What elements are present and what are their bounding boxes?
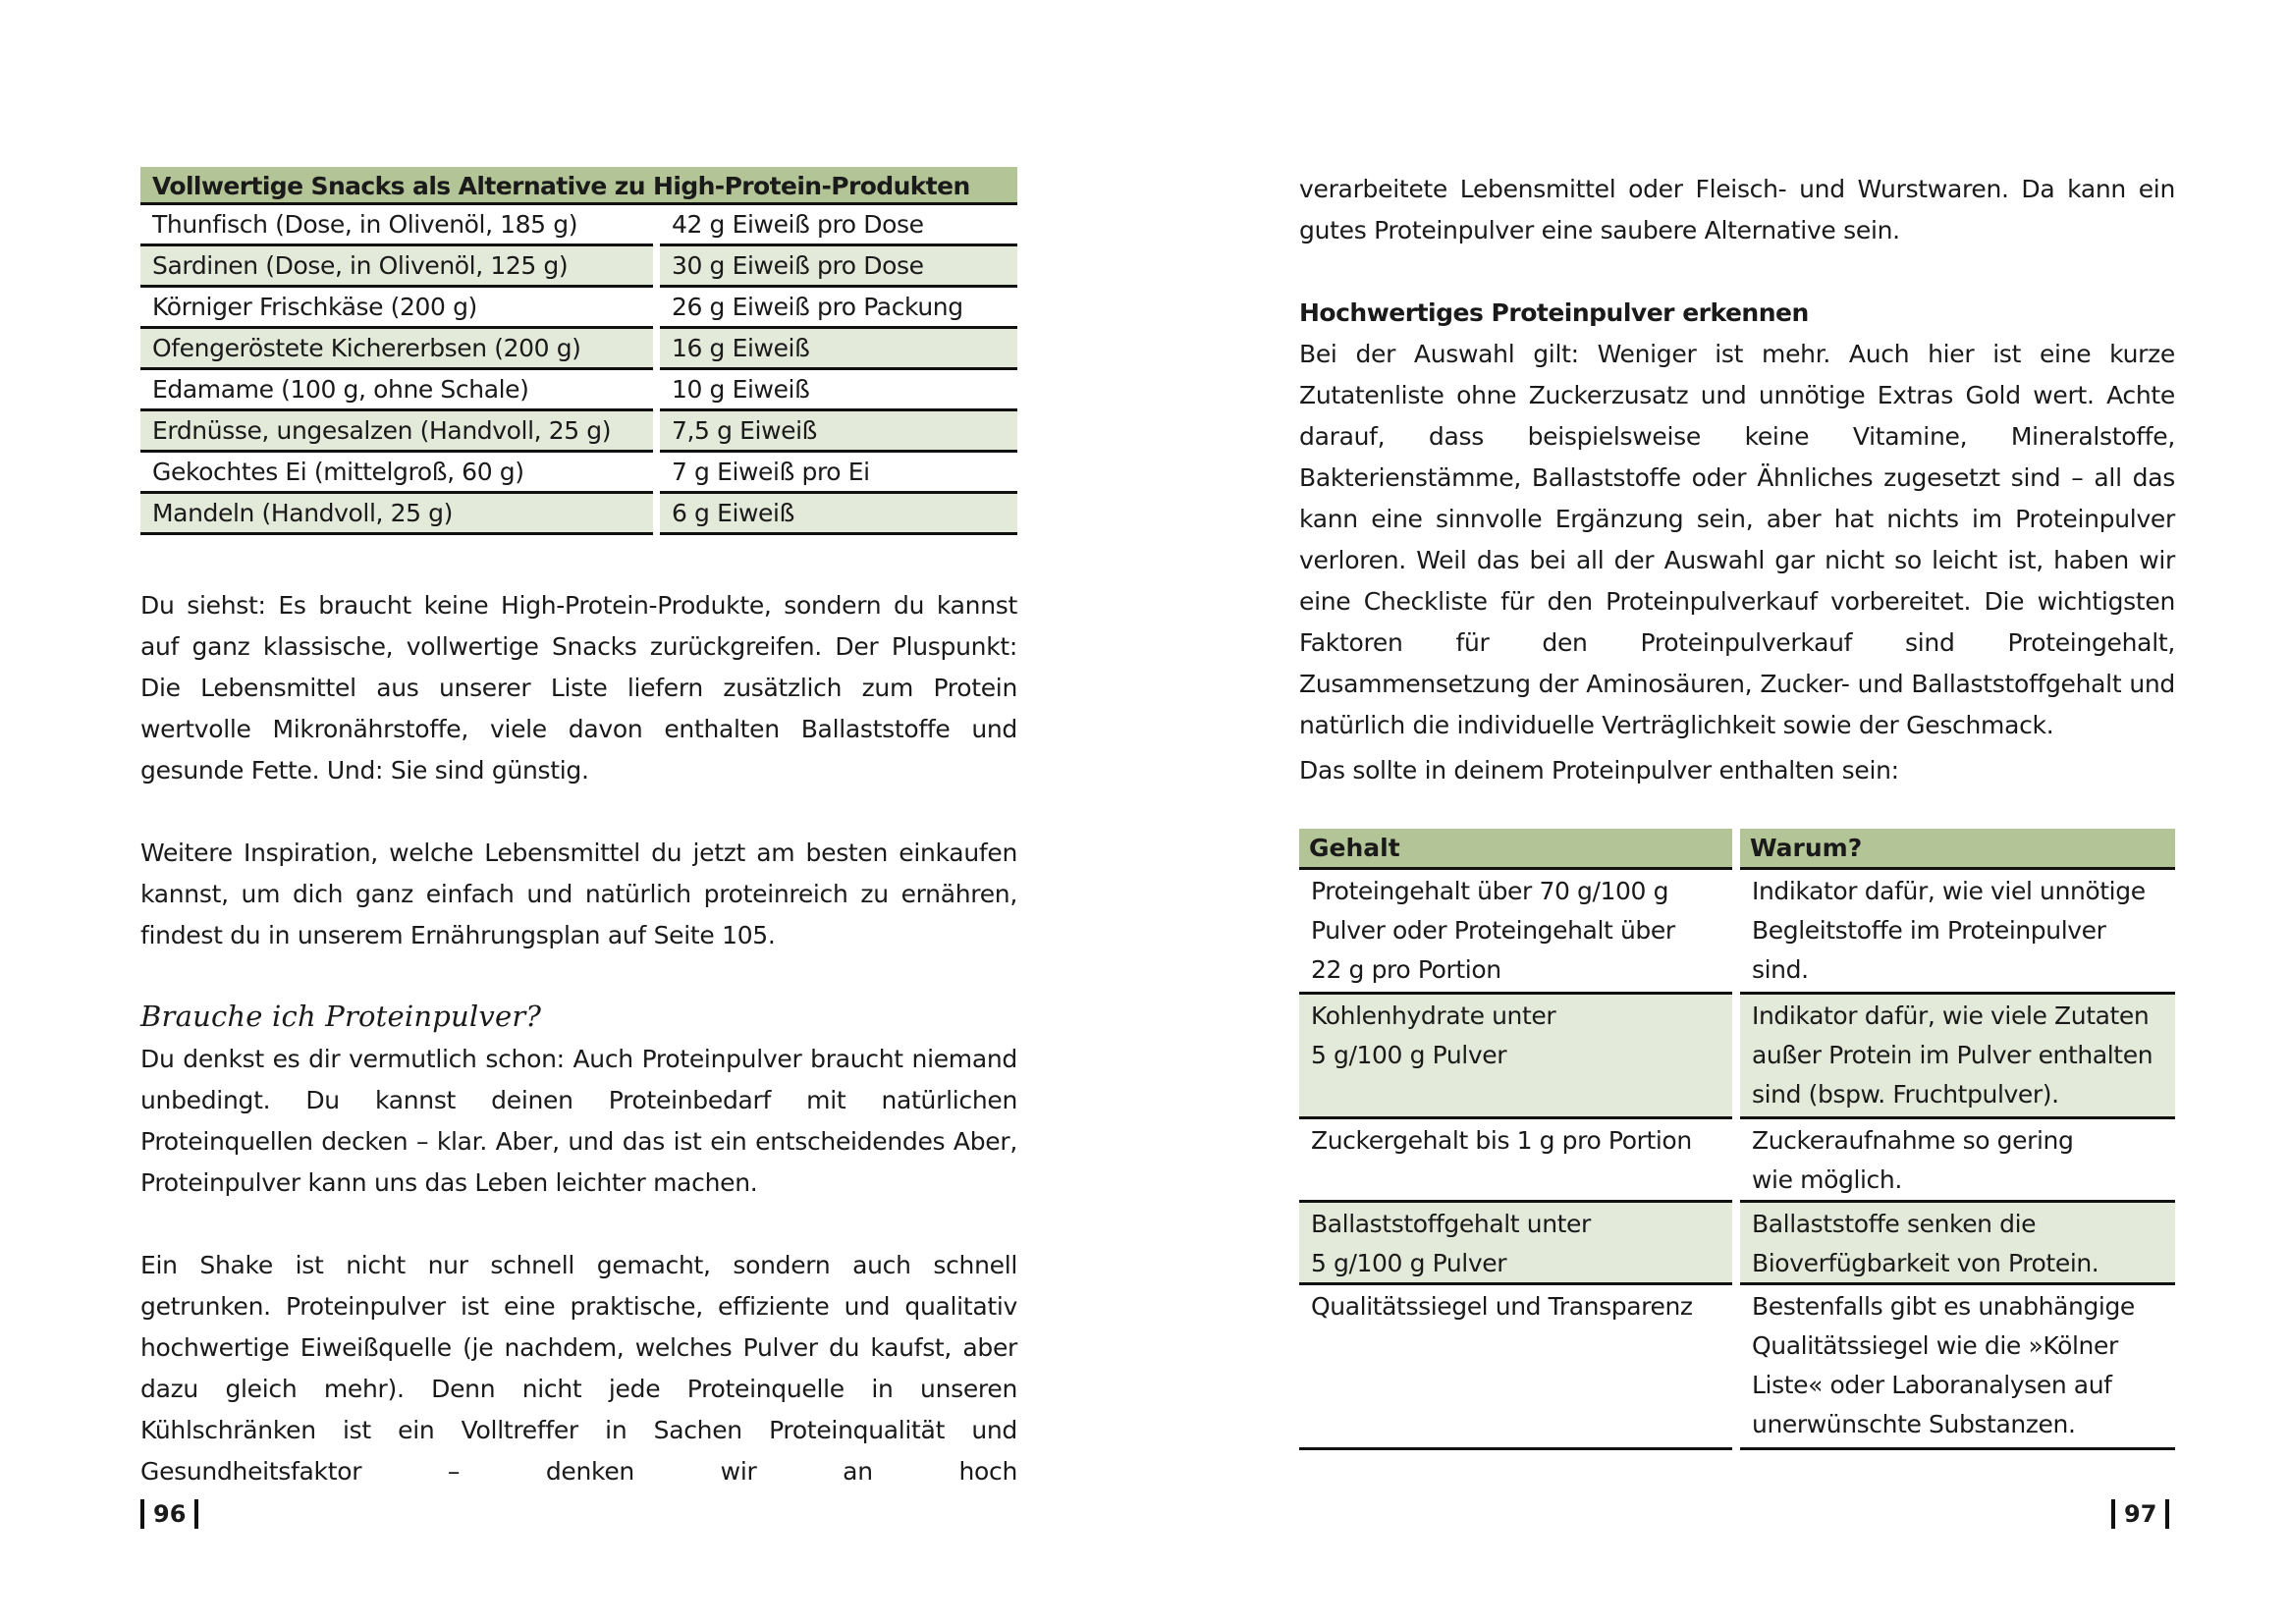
cell-line: Zuckergehalt bis 1 g pro Portion: [1311, 1126, 1692, 1155]
snack-table-title: Vollwertige Snacks als Alternative zu High-Protein-Produkten: [140, 167, 1017, 205]
page-number-bar: [2165, 1499, 2169, 1529]
cell-line: Kohlenhydrate unter: [1311, 1001, 1556, 1030]
protein-cell: 7,5 g Eiweiß: [660, 411, 1017, 453]
column-header-reason: Warum?: [1740, 829, 2175, 870]
reason-cell: [1740, 1203, 2175, 1285]
cell-line: Bioverfügbarkeit von Protein.: [1752, 1249, 2099, 1277]
column-header-content: Gehalt: [1299, 829, 1732, 870]
cell-line: 22 g pro Portion: [1311, 955, 1501, 984]
page-number-text: 97: [2124, 1500, 2157, 1528]
table-row: [1299, 1203, 2175, 1285]
table-row: [1299, 1119, 2175, 1203]
cell-line: unerwünschte Substanzen.: [1752, 1410, 2076, 1438]
reason-cell: [1740, 995, 2175, 1119]
table-row: [1299, 995, 2175, 1119]
paragraph-selection: [1299, 334, 2175, 746]
section-heading: Brauche ich Proteinpulver?: [140, 1000, 542, 1033]
page-number-bar: [2111, 1499, 2115, 1529]
content-cell: [1299, 995, 1732, 1119]
food-cell: Mandeln (Handvoll, 25 g): [140, 494, 653, 535]
protein-cell: 30 g Eiweiß pro Dose: [660, 246, 1017, 288]
food-cell: Ofengeröstete Kichererbsen (200 g): [140, 329, 653, 370]
table-row: [1299, 870, 2175, 995]
content-cell: [1299, 1203, 1732, 1285]
food-cell: Sardinen (Dose, in Olivenöl, 125 g): [140, 246, 653, 288]
paragraph-text: verarbeitete Lebensmittel oder Fleisch- und Wurstwaren. Da kann ein gutes Proteinpulver eine saubere Alternative sein.: [1299, 175, 2175, 244]
protein-cell: 10 g Eiweiß: [660, 370, 1017, 411]
paragraph-text: Du denkst es dir vermutlich schon: Auch Proteinpulver braucht niemand unbedingt. Du kannst deinen Proteinbedarf mit natürlichen Proteinquellen decken – klar. Aber, und das ist ein entscheidendes Aber, Proteinpulver kann uns das Leben leichter machen.: [140, 1045, 1017, 1197]
food-cell: Erdnüsse, ungesalzen (Handvoll, 25 g): [140, 411, 653, 453]
cell-line: Ballaststoffe senken die: [1752, 1210, 2037, 1238]
reason-cell: [1740, 870, 2175, 995]
criteria-table-header: [1299, 829, 2175, 870]
paragraph-text: Ein Shake ist nicht nur schnell gemacht, sondern auch schnell getrunken. Proteinpulver ist eine praktische, effiziente und qualitativ hochwertige Eiweißquelle (je nachdem, welches Pulver du kaufst, aber dazu gleich mehr). Denn nicht jede Proteinquelle in unseren Kühlschränken ist ein Volltreffer in Sachen Proteinqualität und Gesundheitsfaktor – denken wir an hoch: [140, 1251, 1017, 1486]
protein-cell: 42 g Eiweiß pro Dose: [660, 205, 1017, 246]
page-number: [2111, 1499, 2169, 1529]
protein-cell: 6 g Eiweiß: [660, 494, 1017, 535]
cell-line: Begleitstoffe im Proteinpulver sind.: [1752, 916, 2106, 984]
cell-line: außer Protein im Pulver enthalten: [1752, 1041, 2153, 1069]
table-intro: Das sollte in deinem Proteinpulver enthalten sein:: [1299, 756, 1899, 785]
paragraph-text: Du siehst: Es braucht keine High-Protein-Produkte, sondern du kannst auf ganz klassische, vollwertige Snacks zurückgreifen. Der Pluspunkt: Die Lebensmittel aus unserer Liste liefern zusätzlich zum Protein wertvolle Mikronährstoffe, viele davon enthalten Ballaststoffe und gesunde Fette. Und: Sie sind günstig.: [140, 591, 1017, 785]
cell-line: 5 g/100 g Pulver: [1311, 1249, 1507, 1277]
cell-line: Qualitätssiegel und Transparenz: [1311, 1292, 1693, 1321]
cell-line: Ballaststoffgehalt unter: [1311, 1210, 1591, 1238]
protein-cell: 7 g Eiweiß pro Ei: [660, 453, 1017, 494]
food-cell: Edamame (100 g, ohne Schale): [140, 370, 653, 411]
cell-line: Pulver oder Proteingehalt über: [1311, 916, 1675, 945]
cell-line: Indikator dafür, wie viel unnötige: [1752, 877, 2146, 905]
page-number-text: 96: [153, 1500, 187, 1528]
food-cell: Thunfisch (Dose, in Olivenöl, 185 g): [140, 205, 653, 246]
reason-cell: [1740, 1285, 2175, 1450]
paragraph-text: Bei der Auswahl gilt: Weniger ist mehr. Auch hier ist eine kurze Zutatenliste ohne Zuckerzusatz und unnötige Extras Gold wert. Achte darauf, dass beispielsweise keine Vitamine, Mineralstoffe, Bakterienstämme, Ballaststoffe oder Ähnliches zugesetzt sind – all das kann eine sinnvolle Ergänzung sein, aber hat nichts im Proteinpulver verloren. Weil das bei all der Auswahl gar nicht so leicht ist, haben wir eine Checkliste für den Proteinpulverkauf vorbereitet. Die wichtigsten Faktoren für den Proteinpulverkauf sind Proteingehalt, Zusammensetzung der Aminosäuren, Zucker- und Ballaststoffgehalt und natürlich die individuelle Verträglichkeit sowie der Geschmack.: [1299, 340, 2175, 739]
cell-line: Liste« oder Laboranalysen auf: [1752, 1371, 2112, 1399]
cell-line: sind (bspw. Fruchtpulver).: [1752, 1080, 2059, 1109]
cell-line: Zuckeraufnahme so gering: [1752, 1126, 2074, 1155]
table-row: [1299, 1285, 2175, 1450]
content-cell: [1299, 870, 1732, 995]
cell-line: Proteingehalt über 70 g/100 g: [1311, 877, 1669, 905]
cell-line: Indikator dafür, wie viele Zutaten: [1752, 1001, 2150, 1030]
protein-cell: 16 g Eiweiß: [660, 329, 1017, 370]
paragraph-text: Weitere Inspiration, welche Lebensmittel du jetzt am besten einkaufen kannst, um dich ganz einfach und natürlich proteinreich zu ernähren, findest du in unserem Ernährungsplan auf Seite 105.: [140, 839, 1017, 949]
protein-cell: 26 g Eiweiß pro Packung: [660, 288, 1017, 329]
cell-line: wie möglich.: [1752, 1165, 1902, 1194]
content-cell: [1299, 1285, 1732, 1450]
content-cell: [1299, 1119, 1732, 1203]
paragraph-continued: [1299, 169, 2175, 251]
cell-line: Bestenfalls gibt es unabhängige: [1752, 1292, 2135, 1321]
criteria-table: [1299, 829, 2175, 1450]
food-cell: Gekochtes Ei (mittelgroß, 60 g): [140, 453, 653, 494]
reason-cell: [1740, 1119, 2175, 1203]
cell-line: 5 g/100 g Pulver: [1311, 1041, 1507, 1069]
cell-line: Qualitätssiegel wie die »Kölner: [1752, 1331, 2118, 1360]
subheading: Hochwertiges Proteinpulver erkennen: [1299, 298, 1809, 327]
food-cell: Körniger Frischkäse (200 g): [140, 288, 653, 329]
